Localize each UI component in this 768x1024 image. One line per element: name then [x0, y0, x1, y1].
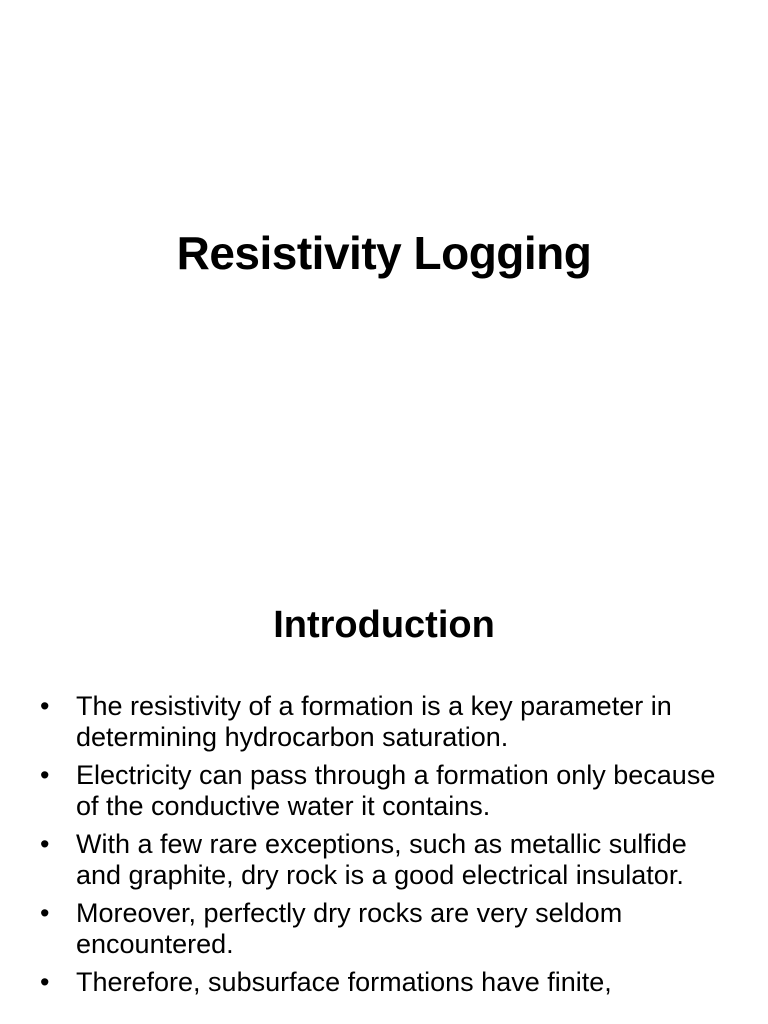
- section-title: Introduction: [273, 604, 495, 646]
- bullet-icon: •: [40, 898, 50, 928]
- bullet-text: Electricity can pass through a formation only because of the conductive water it contains.: [76, 760, 716, 821]
- bullet-item: [40, 898, 730, 960]
- bullet-icon: •: [40, 829, 50, 859]
- bullet-item: [40, 829, 730, 891]
- bullet-list: [40, 691, 730, 1005]
- bullet-text: With a few rare exceptions, such as metallic sulfide and graphite, dry rock is a good electrical insulator.: [76, 829, 687, 890]
- bullet-icon: •: [40, 691, 50, 721]
- introduction-slide: [0, 576, 768, 1024]
- bullet-icon: •: [40, 967, 50, 997]
- bullet-text: The resistivity of a formation is a key parameter in determining hydrocarbon saturation.: [76, 691, 672, 752]
- bullet-item: [40, 691, 730, 753]
- slide-title: Resistivity Logging: [176, 227, 592, 279]
- bullet-icon: •: [40, 760, 50, 790]
- bullet-item: [40, 760, 730, 822]
- bullet-text: Therefore, subsurface formations have finite,: [76, 967, 612, 997]
- bullet-text: Moreover, perfectly dry rocks are very seldom encountered.: [76, 898, 623, 959]
- bullet-item: [40, 967, 730, 998]
